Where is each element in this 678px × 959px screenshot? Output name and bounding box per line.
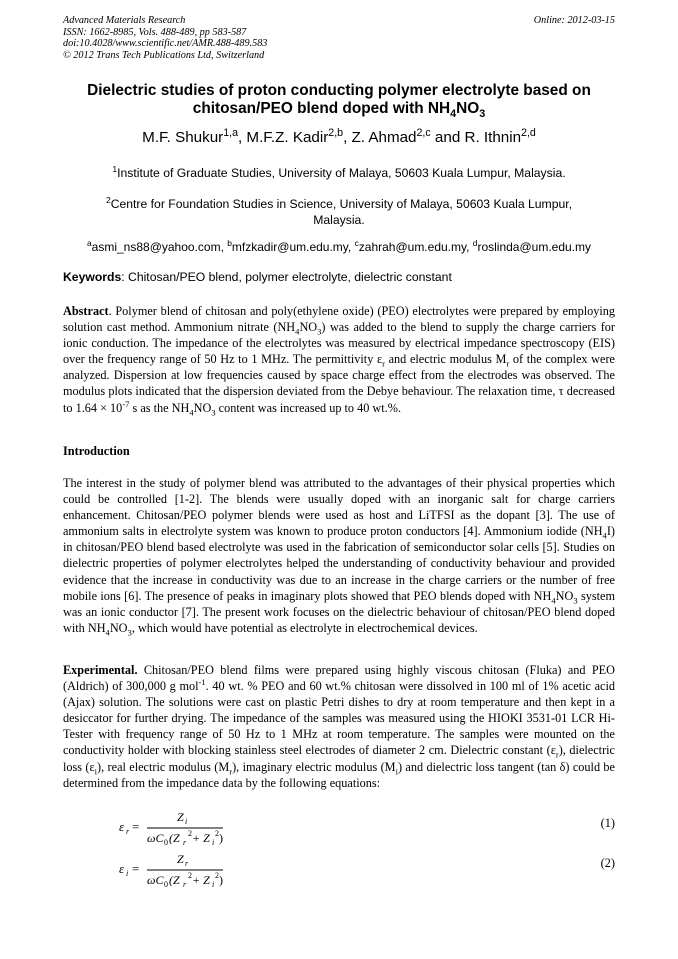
svg-text:Z: Z [177,810,184,824]
journal-doi: doi:10.4028/www.scientific.net/AMR.488-489.583 [63,38,268,49]
equation-1 [119,808,239,848]
svg-text:=: = [132,819,140,834]
equation-1-number: (1) [600,816,615,830]
journal-header [63,15,615,61]
journal-name: Advanced Materials Research [63,15,186,26]
journal-copyright: © 2012 Trans Tech Publications Ltd, Switzerland [63,49,265,61]
svg-text:i: i [185,817,188,826]
svg-text:i: i [126,869,129,878]
svg-text:r: r [183,880,187,889]
svg-text:ωC: ωC [147,831,164,845]
svg-text:ωC: ωC [147,873,164,887]
svg-text:ε: ε [119,861,125,876]
svg-text:2: 2 [188,829,192,838]
svg-text:i: i [212,838,215,847]
author-list: M.F. Shukur$^{1,a}$, M.F.Z. Kadir$^{2,b}$, Z. Ahmad$^{2,c}$ and R. Ithnin$^{2,d}$ [142,126,536,146]
svg-text:ε: ε [119,819,125,834]
experimental-text: Experimental. Chitosan/PEO blend films were prepared using highly viscous chitosan (Fluka) and PEO (Aldrich) of 300,000 g mol$^{-1}$. 40 wt. % PEO and 60 wt.% chitosan were dissolved in 100 ml of 1% acetic acid (Ajax) solution. The solutions were cast on plastic Petri dishes to dry at room temperature and then kept in a desiccator for further drying. The impedance of the samples was measured using the HIOKI 3531-01 LCR Hi-Tester with frequency range of 50 Hz to 1 MHz at room temperature. The samples were mounted on the conductivity holder with blocking stainless steel electrodes of diameter 2 cm. Dielectric constant $(\varepsilon_r)$, dielectric loss $(\varepsilon_i)$, real electric modulus $(M_r)$, imaginary electric modulus $(M_i)$ and dielectric loss tangent (tan δ) could be determined from the impedance data by the following equations: [63,663,616,790]
svg-text:): ) [219,831,223,845]
title-line-1: Dielectric studies of proton conducting polymer electrolyte based on [87,82,591,99]
svg-text:2: 2 [188,871,192,880]
svg-text:+ Z: + Z [192,873,210,887]
introduction-text: The interest in the study of polymer blend was attributed to the advantages of their physical properties which could be controlled [1-2]. The blends were usually doped with an inorganic salt for charge carriers enhancement. Chitosan/PEO polymer blends were used as host and LiTFSI as the dopant [3]. The use of ammonium salts in electrolyte system was known to produce proton conductors [4]. Ammonium iodide $(NH_4I)$ in chitosan/PEO blend based electrolyte was used in the fabrication of semiconductor solar cells [5]. Studies on dielectric properties of polymer electrolytes helped the understanding of conductivity behaviour and provided evidence that the increase in conductivity was due to an increase in the charge carriers or the number of free mobile ions [6]. The presence of peaks in imaginary plots showed that PEO blends doped with $NH_4NO_3$ system was an ionic conductor [7]. The present work focuses on the dielectric behaviour of chitosan/PEO blend doped with $NH_4NO_3$, which would have potential as electrolyte in electrochemical devices. [63,476,615,638]
svg-text:=: = [132,861,140,876]
keywords: Keywords: Chitosan/PEO blend, polymer electrolyte, dielectric constant [63,270,452,284]
abstract: Abstract. Polymer blend of chitosan and poly(ethylene oxide) (PEO) electrolytes were prepared by employing solution cast method. Ammonium nitrate $(NH_4NO_3)$ was added to the blend to supply the charge carriers for ionic conduction. The impedance of the electrolytes was measured by electrical impedance spectroscopy (EIS) over the frequency range of 50 Hz to 1 MHz. The permittivity $\varepsilon_r$ and electric modulus $M_r$ of the complex were analyzed. Dispersion at low frequencies caused by space charge effect from the electrodes was observed. The modulus plots indicated that the dispersion deviated from the Debye behaviour. The relaxation time, τ decreased to $1.64 \times 10^{-7}$ s as the $NH_4NO_3$ content was increased up to 40 wt.%. [63,304,615,417]
svg-text:): ) [219,873,223,887]
svg-text:i: i [212,880,215,889]
title-line-2: chitosan/PEO blend doped with $NH_4NO_3$ [192,100,486,121]
svg-text:0: 0 [164,838,168,847]
svg-text:Z: Z [177,852,184,866]
equation-2 [119,850,239,890]
affiliation-1: $^1$Institute of Graduate Studies, University of Malaya, 50603 Kuala Lumpur, Malaysia. [112,163,566,180]
svg-text:2: 2 [215,829,219,838]
svg-text:r: r [185,859,189,868]
svg-text:0: 0 [164,880,168,889]
journal-issn: ISSN: 1662-8985, Vols. 488-489, pp 583-587 [63,26,247,38]
svg-text:r: r [126,827,130,836]
svg-text:+ Z: + Z [192,831,210,845]
author-emails: $^a$asmi_ns88@yahoo.com, $^b$mfzkadir@um.edu.my, $^c$zahrah@um.edu.my, $^d$roslinda@um.edu.my [86,238,592,254]
svg-text:(Z: (Z [169,831,180,845]
equation-2-number: (2) [600,856,615,870]
introduction-heading: Introduction [63,444,130,458]
svg-text:2: 2 [215,871,219,880]
paper-title [63,82,615,121]
affiliation-2: $^2$Centre for Foundation Studies in Science, University of Malaya, 50603 Kuala Lumpur, Malaysia. [105,194,573,227]
svg-text:r: r [183,838,187,847]
svg-text:(Z: (Z [169,873,180,887]
online-date: Online: 2012-03-15 [533,15,615,26]
